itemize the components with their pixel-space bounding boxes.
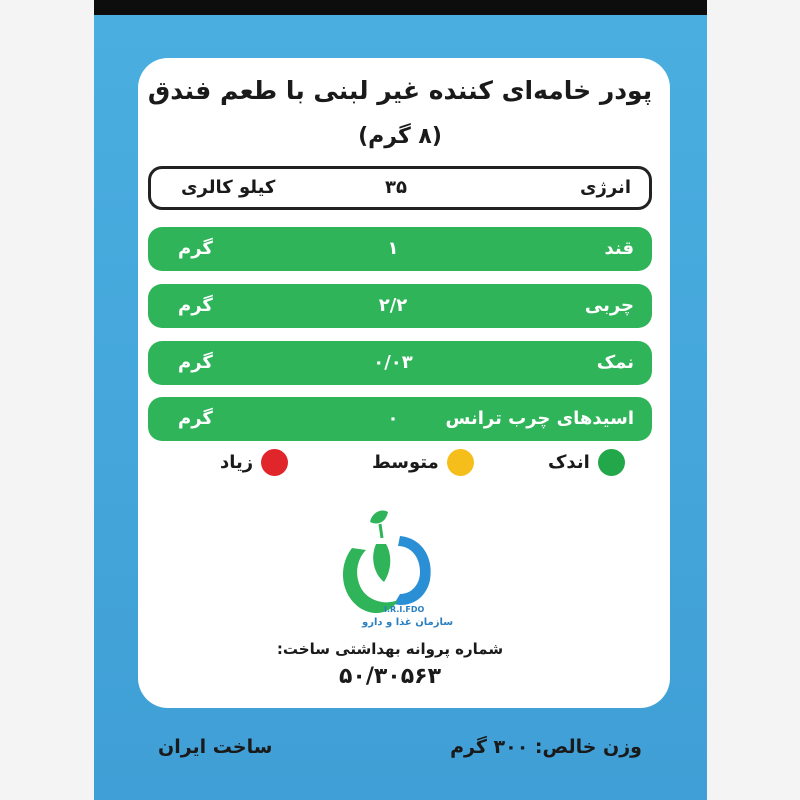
legend-medium [372,449,474,479]
trans-fat-row [148,397,652,441]
license-number: ۵۰/۳۰۵۶۳ [338,664,442,689]
energy-unit: کیلو کالری [181,177,276,198]
nutrient-unit: گرم [178,352,213,373]
nutrient-unit: گرم [178,238,213,259]
energy-value: ۳۵ [385,177,407,198]
nutrient-unit: گرم [178,295,213,316]
energy-label: انرژی [580,177,631,198]
top-dark-bar [94,0,707,15]
logo-persian-text: سازمان غذا و دارو [362,617,454,628]
green-dot-icon [598,449,625,476]
nutrient-value: ۰ [387,408,399,429]
energy-row [148,166,652,210]
nutrient-label: قند [604,238,634,259]
nutrient-value: ۲/۲ [378,295,408,316]
nutrient-value: ۱ [387,238,399,259]
nutrient-label: چربی [584,295,634,316]
legend-medium-label: متوسط [372,452,439,473]
fat-row [148,284,652,328]
legend-low [548,449,625,479]
made-in-label: ساخت ایران [158,736,273,758]
license-label: شماره پروانه بهداشتی ساخت: [276,640,504,658]
logo-latin-text: I.R.I.FDO [384,605,425,614]
nutrient-unit: گرم [178,408,213,429]
nutrient-value: ۰/۰۳ [373,352,413,373]
salt-row [148,341,652,385]
product-title: پودر خامه‌ای کننده غیر لبنی با طعم فندق [147,76,653,105]
legend-high-label: زیاد [220,452,254,473]
nutrient-label: نمک [596,352,634,373]
net-weight-label: وزن خالص: ۳۰۰ گرم [450,736,642,758]
legend-low-label: اندک [548,452,590,473]
nutrient-label: اسیدهای چرب ترانس [445,408,634,429]
red-dot-icon [261,449,288,476]
serving-size: (۸ گرم) [358,124,442,149]
sugar-row [148,227,652,271]
legend-high [220,449,288,479]
yellow-dot-icon [447,449,474,476]
